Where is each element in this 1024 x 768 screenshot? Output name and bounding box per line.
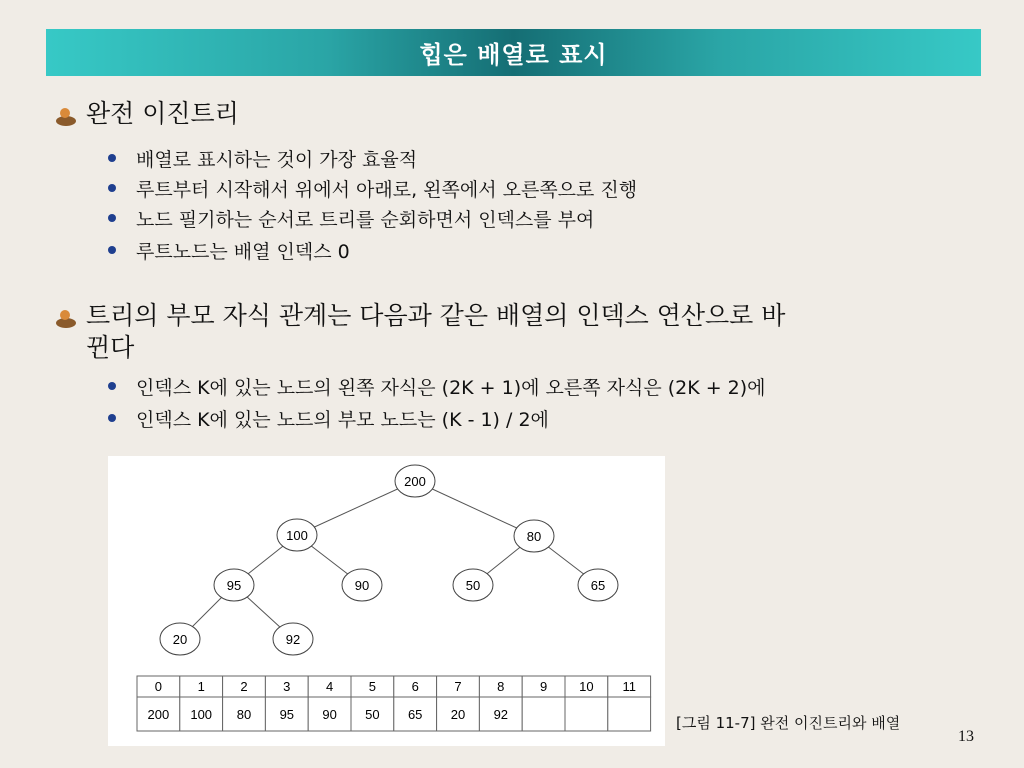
array-index-label: 10 [579, 679, 594, 694]
section2-item-text: 인덱스 K에 있는 노드의 왼쪽 자식은 (2K + 1)에 오른쪽 자식은 (2K + 2)에 [136, 376, 766, 399]
tree-node-label: 65 [590, 578, 606, 593]
tree-node [214, 569, 254, 601]
tree-node-label: 20 [172, 632, 188, 647]
bullet-dot-icon [108, 214, 116, 222]
bullet-dot-icon [108, 154, 116, 162]
array-index-label: 9 [539, 679, 548, 694]
slide-title: 힙은 배열로 표시 [419, 41, 608, 69]
section2-bullet [54, 300, 964, 364]
array-index-label: 5 [368, 679, 377, 694]
array-index-label: 11 [622, 679, 636, 694]
tree-node [578, 569, 618, 601]
tree-node [453, 569, 493, 601]
array-value-label: 80 [236, 707, 252, 722]
array-index-label: 3 [283, 679, 291, 694]
section1-item [108, 235, 350, 265]
tree-node [277, 519, 317, 551]
array-value-cell [522, 697, 565, 731]
array-value-label: 95 [279, 707, 295, 722]
section2-heading-line2: 뀐다 [86, 333, 135, 362]
person-bullet-icon [54, 104, 78, 128]
tree-node-label: 80 [526, 529, 542, 544]
bullet-dot-icon [108, 414, 116, 422]
section1-heading: 완전 이진트리 [86, 99, 239, 128]
array-index-label: 0 [154, 679, 163, 694]
slide-title-bar [46, 29, 981, 76]
tree-node [342, 569, 382, 601]
figure-caption: [그림 11-7] 완전 이진트리와 배열 [676, 714, 901, 732]
array-index-label: 2 [240, 679, 248, 694]
array-value-cell [565, 697, 608, 731]
array-index-label: 6 [411, 679, 419, 694]
array-index-label: 8 [497, 679, 505, 694]
tree-node [273, 623, 313, 655]
bullet-dot-icon [108, 382, 116, 390]
section2-item [108, 403, 549, 433]
tree-edges [180, 481, 598, 639]
page-number: 13 [958, 728, 974, 745]
section2-heading [86, 300, 785, 364]
tree-node-label: 200 [404, 474, 426, 489]
tree-node [160, 623, 200, 655]
tree-node-label: 100 [286, 528, 308, 543]
array-index-label: 1 [197, 679, 205, 694]
tree-node-label: 50 [465, 578, 481, 593]
section1-bullet [54, 98, 239, 130]
tree-node-label: 95 [226, 578, 242, 593]
person-bullet-icon [54, 306, 78, 330]
array-index-label: 4 [325, 679, 334, 694]
tree-nodes [160, 465, 618, 655]
section1-item [108, 203, 594, 233]
array-table [137, 676, 651, 731]
array-value-label: 200 [147, 707, 170, 722]
section1-item-text: 루트부터 시작해서 위에서 아래로, 왼쪽에서 오른쪽으로 진행 [136, 178, 638, 201]
tree-node [514, 520, 554, 552]
array-value-label: 50 [365, 707, 380, 722]
array-value-cell [608, 697, 651, 731]
section1-item [108, 173, 637, 203]
bullet-dot-icon [108, 184, 116, 192]
tree-figure [108, 456, 665, 746]
section1-item [108, 143, 417, 173]
section2-item [108, 371, 766, 401]
section1-item-text: 배열로 표시하는 것이 가장 효율적 [136, 148, 418, 171]
tree-node [395, 465, 435, 497]
array-value-label: 92 [493, 707, 509, 722]
section1-item-text: 노드 필기하는 순서로 트리를 순회하면서 인덱스를 부여 [136, 208, 595, 231]
bullet-dot-icon [108, 246, 116, 254]
array-value-label: 20 [450, 707, 466, 722]
section2-heading-line1: 트리의 부모 자식 관계는 다음과 같은 배열의 인덱스 연산으로 바 [86, 301, 786, 330]
tree-node-label: 90 [354, 578, 370, 593]
section1-item-text: 루트노드는 배열 인덱스 0 [136, 240, 350, 263]
tree-node-label: 92 [285, 632, 301, 647]
array-index-label: 7 [454, 679, 462, 694]
tree-diagram [108, 456, 665, 746]
section2-item-text: 인덱스 K에 있는 노드의 부모 노드는 (K - 1) / 2에 [136, 408, 549, 431]
array-value-label: 100 [190, 707, 213, 722]
array-value-label: 65 [407, 707, 423, 722]
array-value-label: 90 [322, 707, 337, 722]
